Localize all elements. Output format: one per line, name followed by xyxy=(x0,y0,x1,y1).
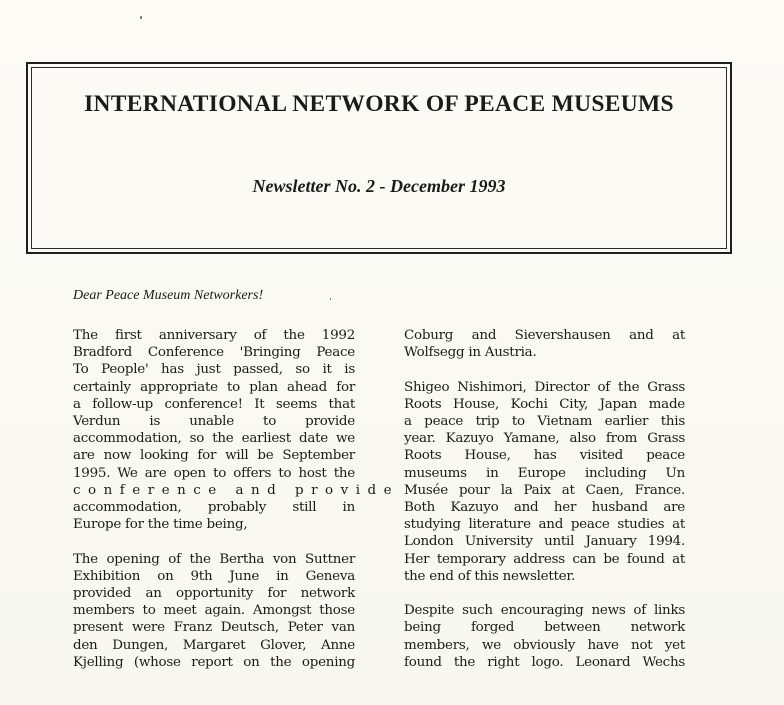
text-line: Bradford Conference 'Bringing Peace xyxy=(73,345,355,361)
text-line: Europe for the time being, xyxy=(73,517,248,533)
text-line: Wolfsegg in Austria. xyxy=(404,345,537,361)
text-line: Kjelling (whose report on the opening xyxy=(73,654,355,670)
text-line: certainly appropriate to plan ahead for xyxy=(73,379,355,395)
text-line: 1995. We are open to offers to host the xyxy=(73,465,355,481)
text-line: Shigeo Nishimori, Director of the Grass xyxy=(404,379,685,395)
text-line: Coburg and Sievershausen and at xyxy=(404,328,685,343)
text-line: the end of this newsletter. xyxy=(404,568,576,584)
scan-speck xyxy=(140,16,142,19)
newsletter-issue-subtitle: Newsletter No. 2 - December 1993 xyxy=(252,176,506,196)
salutation: Dear Peace Museum Networkers! xyxy=(73,288,264,303)
text-line: Roots House, Kochi City, Japan made xyxy=(404,396,685,412)
text-line: Verdun is unable to provide xyxy=(73,414,355,430)
text-line: London University until January 1994. xyxy=(404,534,685,550)
masthead-box xyxy=(26,62,732,254)
text-line: members, we obviously have not yet xyxy=(404,637,685,653)
text-line: Exhibition on 9th June in Geneva xyxy=(73,568,355,584)
text-line: accommodation, probably still in xyxy=(73,500,355,516)
text-line: studying literature and peace studies at xyxy=(404,517,685,533)
paragraph-geneva-exhibition xyxy=(73,551,355,671)
text-line: year. Kazuyo Yamane, also from Grass xyxy=(404,431,685,447)
text-line: a peace trip to Vietnam earlier this xyxy=(404,414,685,429)
newsletter-title: INTERNATIONAL NETWORK OF PEACE MUSEUMS xyxy=(84,91,674,117)
text-line: The first anniversary of the 1992 xyxy=(73,328,355,343)
text-line: Both Kazuyo and her husband are xyxy=(404,500,685,516)
paragraph-grass-roots-house xyxy=(404,379,685,585)
paragraph-continued xyxy=(404,327,685,361)
text-line: members to meet again. Amongst those xyxy=(73,603,355,619)
scan-speck xyxy=(330,298,331,300)
right-column xyxy=(404,327,685,688)
text-line: are now looking for will be September xyxy=(73,448,355,464)
text-line: a follow-up conference! It seems that xyxy=(73,396,355,412)
text-line: Despite such encouraging news of links xyxy=(404,603,685,619)
text-line: being forged between network xyxy=(404,620,685,636)
text-line: conference and provide xyxy=(73,482,400,498)
text-line: provided an opportunity for network xyxy=(73,586,355,602)
left-column xyxy=(73,327,400,688)
paragraph-logo xyxy=(404,602,685,671)
text-line: found the right logo. Leonard Wechs xyxy=(404,654,685,670)
text-line: museums in Europe including Un xyxy=(404,465,685,481)
text-line: accommodation, so the earliest date we xyxy=(73,431,355,447)
text-line: present were Franz Deutsch, Peter van xyxy=(73,620,355,636)
paragraph-conference xyxy=(73,327,400,533)
text-line: Her temporary address can be found at xyxy=(404,551,685,567)
text-line: The opening of the Bertha von Suttner xyxy=(73,551,355,567)
text-line: den Dungen, Margaret Glover, Anne xyxy=(73,637,355,653)
text-line: Roots House, has visited peace xyxy=(404,448,685,464)
text-line: Musée pour la Paix at Caen, France. xyxy=(404,482,685,498)
text-line: To People' has just passed, so it is xyxy=(73,362,355,378)
